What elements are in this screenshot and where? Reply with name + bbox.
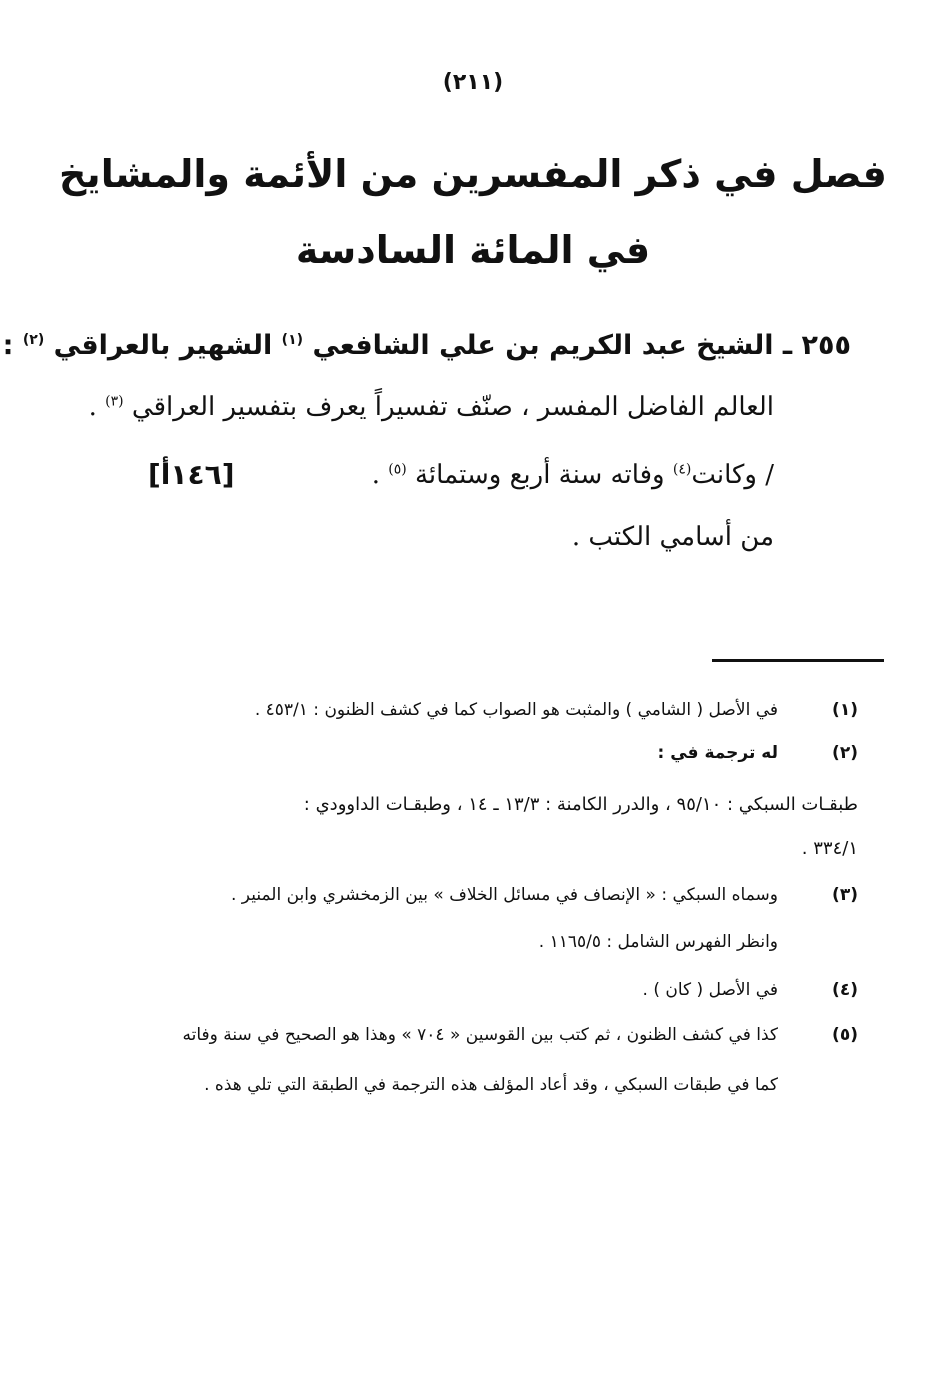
footnote-2-text: له ترجمة في : [657,743,778,763]
footnote-separator [712,659,884,662]
entry-line-3-end: . [371,460,380,490]
entry-heading-text: ٢٥٥ ـ الشيخ عبد الكريم بن علي الشافعي [312,330,851,361]
footnote-3-number: (٣) [832,885,858,905]
chapter-title-line-2: في المائة السادسة [295,228,651,272]
footnote-3-text: وسماه السبكي : « الإنصاف في مسائل الخلاف » بين الزمخشري وابن المنير . [231,885,778,905]
entry-line-4: من أسامي الكتب . [571,522,774,552]
entry-line-3-b: وفاته سنة أربع وستمائة [414,460,665,490]
footnote-3-continuation: وانظر الفهرس الشامل : ١١٦٥/٥ . [538,932,778,952]
entry-line-3-a: / وكانت [691,460,774,490]
footnote-2-number: (٢) [832,743,858,763]
footnote-2-continuation-1: طبقـات السبكي : ٩٥/١٠ ، والدرر الكامنة : ١٣/٣ ـ ١٤ ، وطبقـات الداوودي : [303,794,858,815]
footnote-ref-3[interactable]: (٣) [105,393,124,410]
entry-line-2 [89,392,774,422]
footnote-ref-2[interactable]: (٢) [22,332,45,348]
entry-heading-cont: الشهير بالعراقي [53,330,273,361]
chapter-title-line-1: فصل في ذكر المفسرين من الأئمة والمشايخ [59,152,887,196]
footnote-ref-5[interactable]: (٥) [388,461,407,478]
page-number: (٢١١) [442,70,504,95]
footnote-4-number: (٤) [832,980,858,1000]
footnote-ref-1[interactable]: (١) [281,332,304,348]
footnote-2-continuation-2: ٣٣٤/١ . [801,838,858,859]
entry-heading-end: : [2,330,14,361]
footnote-1-text: في الأصل ( الشامي ) والمثبت هو الصواب كما في كشف الظنون : ٤٥٣/١ . [254,700,778,720]
entry-line-3 [372,460,774,490]
footnote-5-number: (٥) [832,1025,858,1045]
entry-line-2-end: . [88,392,97,422]
footnote-5-continuation: كما في طبقات السبكي ، وقد أعاد المؤلف هذه الترجمة في الطبقة التي تلي هذه . [204,1075,778,1095]
footnote-ref-4[interactable]: (٤) [672,461,692,478]
footnote-4-text: في الأصل ( كان ) . [642,980,778,1000]
footnote-1-number: (١) [832,700,858,720]
entry-line-2-text: العالم الفاضل المفسر ، صنّف تفسيراً يعرف بتفسير العراقي [131,392,774,422]
footnote-5-text: كذا في كشف الظنون ، ثم كتب بين القوسين « ٧٠٤ » وهذا هو الصحيح في سنة وفاته [182,1025,778,1045]
manuscript-folio-marker: [١٤٦أ] [148,458,235,491]
entry-heading [3,330,851,361]
